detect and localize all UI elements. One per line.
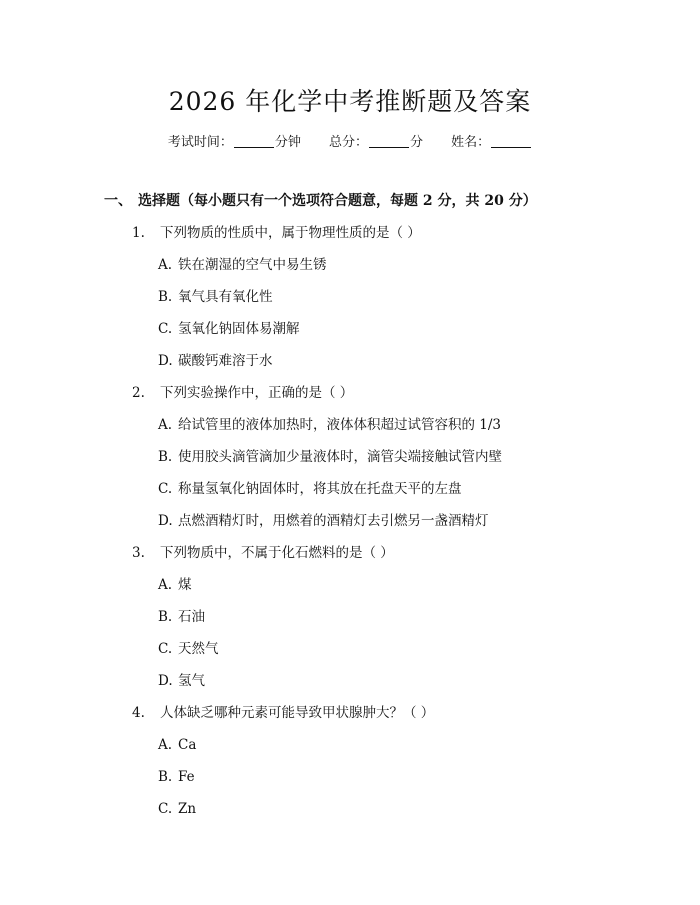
question-text: 下列物质的性质中，属于物理性质的是（ ） <box>160 225 421 241</box>
option-text: 天然气 <box>178 641 219 657</box>
question-2-option-b <box>158 448 502 466</box>
question-text: 下列实验操作中，正确的是（ ） <box>160 385 354 401</box>
total-score-field <box>329 131 423 150</box>
question-number: 1. <box>132 225 145 241</box>
option-text: 碳酸钙难溶于水 <box>178 353 273 369</box>
question-1-option-b <box>158 288 273 306</box>
name-field <box>451 131 532 150</box>
option-letter: B. <box>158 289 173 305</box>
option-text: 煤 <box>178 577 192 593</box>
question-text: 人体缺乏哪种元素可能导致甲状腺肿大？（ ） <box>160 705 435 721</box>
total-score-label: 总分： <box>328 135 368 150</box>
total-score-unit: 分 <box>410 135 424 150</box>
option-letter: C. <box>158 641 173 657</box>
exam-time-label: 考试时间： <box>167 135 233 150</box>
option-text: 氧气具有氧化性 <box>178 289 273 305</box>
document-title: 2026 年化学中考推断题及答案 <box>168 87 532 116</box>
option-letter: B. <box>158 449 173 465</box>
option-letter: C. <box>158 481 173 497</box>
question-1-option-a <box>158 256 327 274</box>
question-number: 2. <box>132 385 145 401</box>
exam-time-unit: 分钟 <box>274 135 301 150</box>
question-4-option-c <box>158 800 196 818</box>
option-letter: A. <box>158 257 173 273</box>
question-3-option-b <box>158 608 205 626</box>
option-letter: A. <box>158 737 173 753</box>
option-letter: B. <box>158 769 173 785</box>
option-text: 点燃酒精灯时，用燃着的酒精灯去引燃另一盏酒精灯 <box>178 513 489 529</box>
question-2-option-a <box>158 416 501 434</box>
question-3-option-d <box>158 672 205 690</box>
exam-time-blank[interactable] <box>234 135 274 148</box>
option-letter: A. <box>158 577 173 593</box>
question-number: 3. <box>132 545 145 561</box>
name-blank[interactable] <box>491 135 531 148</box>
section-heading <box>104 190 537 210</box>
section-number: 一、 <box>104 193 132 209</box>
question-3 <box>132 544 394 562</box>
option-letter: C. <box>158 321 173 337</box>
option-text: 铁在潮湿的空气中易生锈 <box>178 257 327 273</box>
option-text: 石油 <box>178 609 205 625</box>
option-letter: A. <box>158 417 173 433</box>
question-1-option-d <box>158 352 273 370</box>
option-text: 氢气 <box>178 673 205 689</box>
question-text: 下列物质中，不属于化石燃料的是（ ） <box>160 545 394 561</box>
question-1-option-c <box>158 320 300 338</box>
option-text: 使用胶头滴管滴加少量液体时，滴管尖端接触试管内壁 <box>178 449 502 465</box>
option-text: 给试管里的液体加热时，液体体积超过试管容积的 1/3 <box>178 417 502 433</box>
option-text: Zn <box>178 801 197 817</box>
option-letter: D. <box>158 513 173 529</box>
section-title: 选择题（每小题只有一个选项符合题意，每题 2 分，共 20 分） <box>138 193 537 209</box>
question-3-option-a <box>158 576 192 594</box>
question-3-option-c <box>158 640 219 658</box>
option-letter: D. <box>158 353 173 369</box>
option-text: Ca <box>178 737 197 753</box>
exam-info-line <box>0 131 700 150</box>
question-2-option-c <box>158 480 462 498</box>
question-4-option-b <box>158 768 195 786</box>
option-letter: D. <box>158 673 173 689</box>
question-2 <box>132 384 353 402</box>
total-score-blank[interactable] <box>369 135 409 148</box>
option-letter: C. <box>158 801 173 817</box>
question-4 <box>132 704 434 722</box>
question-4-option-a <box>158 736 196 754</box>
option-text: Fe <box>178 769 195 785</box>
question-1 <box>132 224 421 242</box>
name-label: 姓名： <box>451 135 491 150</box>
question-2-option-d <box>158 512 489 530</box>
question-number: 4. <box>132 705 145 721</box>
exam-time-field <box>168 131 301 150</box>
option-letter: B. <box>158 609 173 625</box>
option-text: 称量氢氧化钠固体时，将其放在托盘天平的左盘 <box>178 481 462 497</box>
option-text: 氢氧化钠固体易潮解 <box>178 321 300 337</box>
